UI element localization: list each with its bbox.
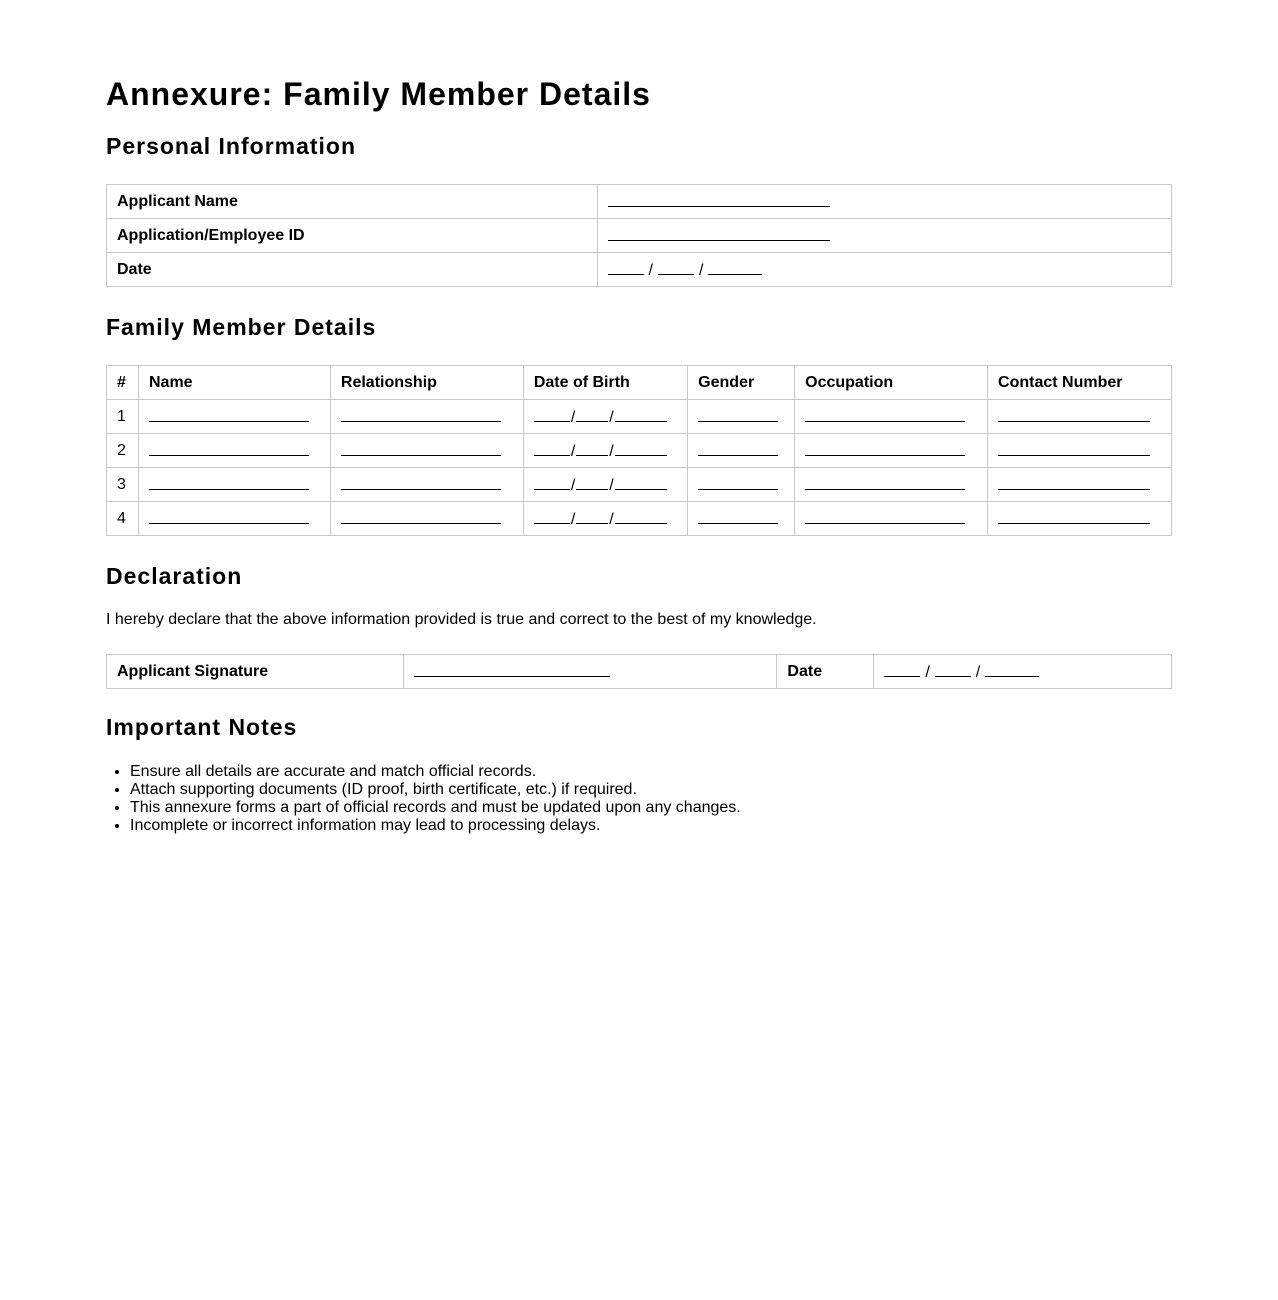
blank-line	[414, 662, 610, 677]
date-field[interactable]	[597, 253, 1171, 287]
contact-field[interactable]	[988, 400, 1172, 434]
dob-day-blank	[534, 475, 570, 490]
table-row	[107, 400, 1172, 434]
signature-table	[106, 654, 1172, 689]
date-separator: /	[648, 261, 653, 279]
relationship-field[interactable]	[330, 434, 523, 468]
blank-line	[805, 407, 965, 422]
table-row	[107, 468, 1172, 502]
relationship-field[interactable]	[330, 400, 523, 434]
relationship-field[interactable]	[330, 468, 523, 502]
column-header-contact: Contact Number	[988, 366, 1172, 400]
notes-heading: Important Notes	[106, 714, 298, 740]
blank-line	[698, 509, 778, 524]
notes-list	[106, 763, 1172, 835]
blank-line	[998, 509, 1150, 524]
date-day-blank	[608, 260, 644, 275]
blank-line	[998, 441, 1150, 456]
dob-field[interactable]	[523, 468, 687, 502]
date-month-blank	[658, 260, 694, 275]
dob-field[interactable]	[523, 400, 687, 434]
date-year-blank	[708, 260, 762, 275]
blank-line	[341, 407, 501, 422]
blank-line	[805, 475, 965, 490]
signature-field[interactable]	[403, 655, 777, 689]
blank-line	[149, 441, 309, 456]
contact-field[interactable]	[988, 434, 1172, 468]
occupation-field[interactable]	[795, 434, 988, 468]
blank-line	[998, 407, 1150, 422]
dob-day-blank	[534, 509, 570, 524]
dob-field[interactable]	[523, 502, 687, 536]
relationship-field[interactable]	[330, 502, 523, 536]
name-field[interactable]	[138, 502, 330, 536]
family-details-heading: Family Member Details	[106, 314, 377, 340]
list-item: • Ensure all details are accurate and match official records.	[130, 763, 1172, 781]
blank-line	[149, 509, 309, 524]
date-separator: /	[570, 510, 576, 528]
dob-field[interactable]	[523, 434, 687, 468]
date-separator: /	[570, 476, 576, 494]
blank-line	[608, 226, 830, 241]
dob-month-blank	[576, 407, 608, 422]
date-separator: /	[698, 261, 704, 279]
name-field[interactable]	[138, 468, 330, 502]
dob-year-blank	[615, 407, 667, 422]
name-field[interactable]	[138, 434, 330, 468]
table-row	[107, 253, 1172, 287]
declaration-heading: Declaration	[106, 563, 243, 589]
occupation-field[interactable]	[795, 468, 988, 502]
date-separator: /	[570, 408, 576, 426]
blank-line	[805, 509, 965, 524]
list-item: • This annexure forms a part of official records and must be updated upon any changes.	[130, 799, 1172, 817]
date-year-blank	[985, 662, 1039, 677]
dob-day-blank	[534, 407, 570, 422]
occupation-field[interactable]	[795, 502, 988, 536]
blank-line	[341, 441, 501, 456]
dob-month-blank	[576, 441, 608, 456]
row-number: 3	[107, 468, 139, 502]
employee-id-field[interactable]	[597, 219, 1171, 253]
blank-line	[341, 509, 501, 524]
blank-line	[149, 475, 309, 490]
dob-year-blank	[615, 441, 667, 456]
list-item: • Incomplete or incorrect information may lead to processing delays.	[130, 817, 1172, 835]
column-header-relationship: Relationship	[330, 366, 523, 400]
dob-month-blank	[576, 475, 608, 490]
date-separator: /	[609, 408, 614, 426]
applicant-name-field[interactable]	[597, 185, 1171, 219]
column-header-number: #	[107, 366, 139, 400]
signature-date-label: Date	[777, 655, 874, 689]
blank-line	[149, 407, 309, 422]
gender-field[interactable]	[688, 434, 795, 468]
table-row	[107, 502, 1172, 536]
family-details-table	[106, 365, 1172, 536]
occupation-field[interactable]	[795, 400, 988, 434]
gender-field[interactable]	[688, 400, 795, 434]
dob-year-blank	[615, 475, 667, 490]
applicant-name-label: Applicant Name	[107, 185, 598, 219]
date-separator: /	[609, 476, 614, 494]
table-row	[107, 219, 1172, 253]
row-number: 1	[107, 400, 139, 434]
date-label: Date	[107, 253, 598, 287]
signature-date-field[interactable]	[874, 655, 1172, 689]
column-header-name: Name	[138, 366, 330, 400]
dob-year-blank	[615, 509, 667, 524]
column-header-gender: Gender	[688, 366, 795, 400]
date-separator: /	[609, 510, 614, 528]
gender-field[interactable]	[688, 468, 795, 502]
row-number: 2	[107, 434, 139, 468]
table-row	[107, 655, 1172, 689]
date-separator: /	[570, 442, 576, 460]
contact-field[interactable]	[988, 468, 1172, 502]
dob-day-blank	[534, 441, 570, 456]
blank-line	[698, 441, 778, 456]
table-row	[107, 434, 1172, 468]
gender-field[interactable]	[688, 502, 795, 536]
blank-line	[998, 475, 1150, 490]
blank-line	[698, 475, 778, 490]
blank-line	[805, 441, 965, 456]
contact-field[interactable]	[988, 502, 1172, 536]
document-title: Annexure: Family Member Details	[106, 76, 651, 112]
list-item: • Attach supporting documents (ID proof, birth certificate, etc.) if required.	[130, 781, 1172, 799]
blank-line	[341, 475, 501, 490]
date-separator: /	[609, 442, 614, 460]
date-month-blank	[935, 662, 971, 677]
name-field[interactable]	[138, 400, 330, 434]
dob-month-blank	[576, 509, 608, 524]
employee-id-label: Application/Employee ID	[107, 219, 598, 253]
table-row	[107, 185, 1172, 219]
table-header-row	[107, 366, 1172, 400]
personal-info-table	[106, 184, 1172, 287]
blank-line	[698, 407, 778, 422]
signature-label: Applicant Signature	[107, 655, 404, 689]
date-separator: /	[975, 663, 981, 681]
personal-info-heading: Personal Information	[106, 133, 357, 159]
blank-line	[608, 192, 830, 207]
date-separator: /	[925, 663, 930, 681]
column-header-dob: Date of Birth	[523, 366, 687, 400]
row-number: 4	[107, 502, 139, 536]
column-header-occupation: Occupation	[795, 366, 988, 400]
date-day-blank	[884, 662, 920, 677]
declaration-text: I hereby declare that the above information provided is true and correct to the best of my knowledge.	[106, 611, 817, 628]
